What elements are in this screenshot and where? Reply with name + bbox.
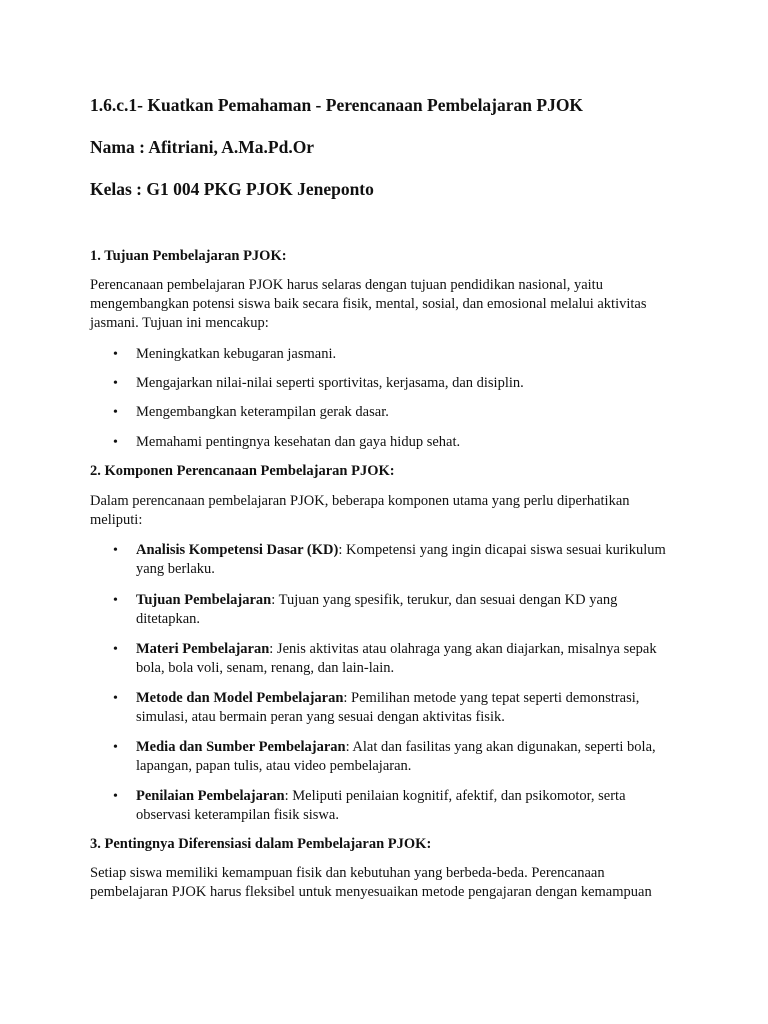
term-description: : Jenis aktivitas atau olahraga yang akan diajarkan, misalnya sepak bola, bola voli, senam, renang, dan lain-lain.: [136, 641, 657, 676]
class-info: Kelas : G1 004 PKG PJOK Jeneponto: [90, 179, 374, 199]
section-1-heading: 1. Tujuan Pembelajaran PJOK:: [90, 248, 287, 264]
section-3-intro: Setiap siswa memiliki kemampuan fisik dan kebutuhan yang berbeda-beda. Perencanaan pembelajaran PJOK harus fleksibel untuk menyesuaikan metode pengajaran dengan kemampuan: [90, 865, 652, 900]
list-item: [90, 374, 690, 393]
list-item: [90, 403, 690, 422]
list-item-text: [136, 640, 682, 678]
term-label: Materi Pembelajaran: [136, 641, 270, 657]
list-item: [90, 345, 690, 364]
term-description: : Pemilihan metode yang tepat seperti demonstrasi, simulasi, atau bermain peran yang sesuai dengan aktivitas fisik.: [136, 690, 640, 725]
bullet-icon: •: [113, 691, 118, 706]
bullet-icon: •: [113, 543, 118, 558]
document-title: 1.6.c.1- Kuatkan Pemahaman - Perencanaan Pembelajaran PJOK: [90, 95, 584, 115]
bullet-icon: •: [113, 740, 118, 755]
list-item: [90, 738, 690, 776]
term-label: Media dan Sumber Pembelajaran: [136, 739, 346, 755]
bullet-icon: •: [113, 642, 118, 657]
list-item: [90, 689, 690, 727]
section-1-intro: Perencanaan pembelajaran PJOK harus selaras dengan tujuan pendidikan nasional, yaitu mengembangkan potensi siswa baik secara fisik, mental, sosial, dan emosional melalui aktivitas jasmani. Tujuan ini mencakup:: [90, 277, 647, 331]
bullet-icon: •: [113, 789, 118, 804]
list-item: [90, 787, 690, 825]
term-label: Metode dan Model Pembelajaran: [136, 690, 344, 706]
list-item-text: Memahami pentingnya kesehatan dan gaya hidup sehat.: [136, 434, 461, 450]
list-item-text: [136, 787, 682, 825]
term-label: Tujuan Pembelajaran: [136, 592, 272, 608]
bullet-icon: •: [113, 347, 118, 362]
bullet-icon: •: [113, 405, 118, 420]
bullet-icon: •: [113, 435, 118, 450]
bullet-icon: •: [113, 593, 118, 608]
list-item-text: Meningkatkan kebugaran jasmani.: [136, 346, 337, 362]
section-3-heading: 3. Pentingnya Diferensiasi dalam Pembelajaran PJOK:: [90, 836, 432, 852]
list-item: [90, 433, 690, 452]
list-item-text: [136, 541, 682, 579]
bullet-icon: •: [113, 376, 118, 391]
list-item-text: [136, 591, 682, 629]
list-item-text: Mengembangkan keterampilan gerak dasar.: [136, 404, 389, 420]
term-description: : Alat dan fasilitas yang akan digunakan, seperti bola, lapangan, papan tulis, atau video pembelajaran.: [136, 739, 656, 774]
term-label: Analisis Kompetensi Dasar (KD): [136, 542, 339, 558]
term-description: : Meliputi penilaian kognitif, afektif, dan psikomotor, serta observasi keterampilan fisik siswa.: [136, 788, 626, 823]
section-2-heading: 2. Komponen Perencanaan Pembelajaran PJOK:: [90, 463, 395, 479]
list-item-text: [136, 738, 682, 776]
list-item: [90, 591, 690, 629]
list-item-text: Mengajarkan nilai-nilai seperti sportivitas, kerjasama, dan disiplin.: [136, 375, 524, 391]
section-2-intro: Dalam perencanaan pembelajaran PJOK, beberapa komponen utama yang perlu diperhatikan meliputi:: [90, 493, 630, 528]
list-item: [90, 640, 690, 678]
author-name: Nama : Afitriani, A.Ma.Pd.Or: [90, 137, 315, 157]
list-item-text: [136, 689, 682, 727]
term-description: : Tujuan yang spesifik, terukur, dan sesuai dengan KD yang ditetapkan.: [136, 592, 618, 627]
term-description: : Kompetensi yang ingin dicapai siswa sesuai kurikulum yang berlaku.: [136, 542, 666, 577]
term-label: Penilaian Pembelajaran: [136, 788, 285, 804]
list-item: [90, 541, 690, 579]
